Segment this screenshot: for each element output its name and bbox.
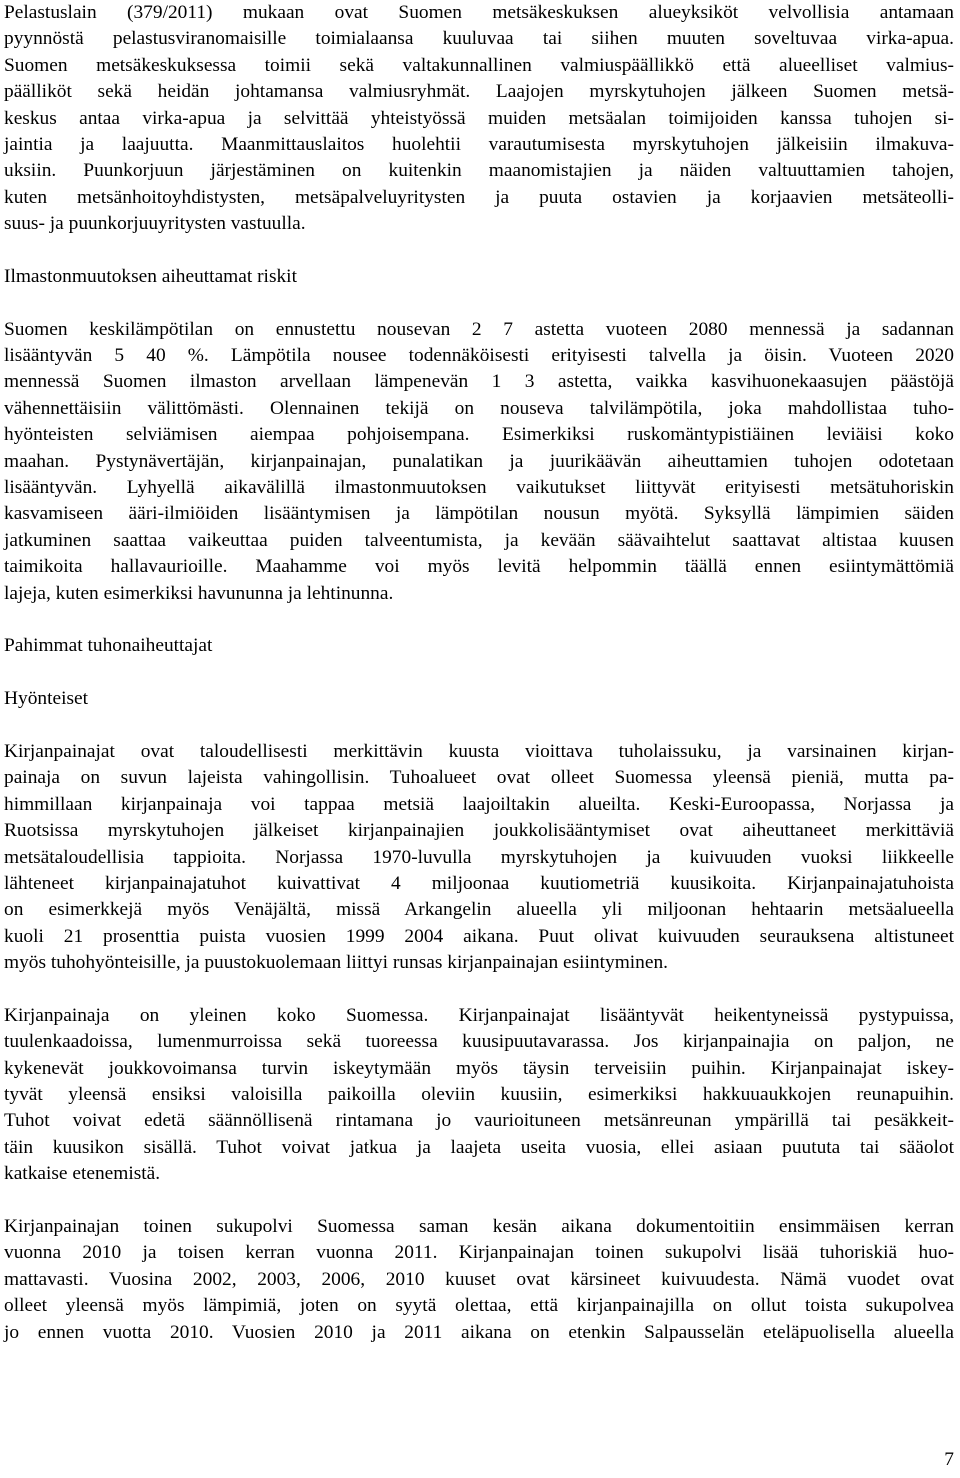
text-line: kasvamiseen ääri-ilmiöiden lisääntymisen ja lämpötilan nousun myötä. Syksyllä lämpimien säiden	[4, 503, 954, 525]
text-line: himmillaan kirjanpainaja voi tappaa metsiä laajoiltakin alueilta. Keski-Euroopassa, Norjassa ja	[4, 793, 954, 815]
text-line: lajeja, kuten esimerkiksi havununna ja lehtinunna.	[4, 582, 394, 604]
text-line: Kirjanpainaja on yleinen koko Suomessa. Kirjanpainajat lisääntyvät heikentyneissä pystypuissa,	[4, 1004, 954, 1026]
text-line: pyynnöstä pelastusviranomaisille toimialaansa kuuluvaa tai siihen muuten soveltuvaa virka-apua.	[4, 28, 954, 50]
paragraph-pelastuslaki	[4, 0, 954, 238]
text-line: vähennettäisiin välittömästi. Olennainen tekijä on nouseva talvilämpötila, joka mahdollistaa tuho-	[4, 397, 954, 419]
text-line: päälliköt sekä heidän johtamansa valmiusryhmät. Laajojen myrskytuhojen jälkeen Suomen metsä-	[4, 81, 954, 103]
paragraph-ilmasto	[4, 317, 954, 607]
text-line: lisääntyvän. Lyhyellä aikavälillä ilmastonmuutoksen vaikutukset liittyvät erityisesti metsätuhoriskin	[4, 477, 954, 499]
text-line: hyönteisten selviämisen aiempaa pohjoisempana. Esimerkiksi ruskomäntypistiäinen leviäisi koko	[4, 424, 954, 446]
text-line: Suomen metsäkeskuksessa toimii sekä valtakunnallinen valmiuspäällikkö että alueelliset valmius-	[4, 54, 954, 76]
text-line: lähteneet kirjanpainajatuhot kuivattivat 4 miljoonaa kuutiometriä kuusikoita. Kirjanpainajatuhoista	[4, 872, 954, 894]
text-line: Tuhot voivat edetä säännöllisenä rintamana jo vaurioituneen metsänreunan ympärillä tai pesäkkeit-	[4, 1110, 954, 1132]
text-line: vuonna 2010 ja toisen kerran vuonna 2011. Kirjanpainajan toinen sukupolvi lisää tuhoriskiä huo-	[4, 1242, 954, 1264]
text-line: tuulenkaadoissa, lumenmurroissa sekä tuoreessa kuusipuutavarassa. Jos kirjanpainajia on paljon, ne	[4, 1031, 954, 1053]
text-line: jatkuminen saattaa vaikeuttaa puiden talveentumista, ja kevään säävaihtelut saattavat altistaa kuusen	[4, 529, 954, 551]
text-line: Pelastuslain (379/2011) mukaan ovat Suomen metsäkeskuksen alueyksiköt velvollisia antamaan	[4, 2, 954, 23]
text-line: Kirjanpainajat ovat taloudellisesti merkittävin kuusta vioittava tuholaissuku, ja varsinainen kirjan-	[4, 740, 954, 762]
heading-ilmastonmuutos: Ilmastonmuutoksen aiheuttamat riskit	[4, 265, 297, 287]
paragraph-kirjanpainajat	[4, 739, 954, 977]
text-line: lisääntyvän 5 40 %. Lämpötila nousee todennäköisesti erityisesti talvella ja öisin. Vuoteen 2020	[4, 345, 954, 367]
text-line: tyvät yleensä ensiksi valoisilla paikoilla oleviin kuusiin, esimerkiksi hakkuuaukkojen reunapuihin.	[4, 1084, 954, 1106]
text-line: metsätaloudellisia tappioita. Norjassa 1970-luvulla myrskytuhojen ja kuivuuden vuoksi liikkeelle	[4, 846, 954, 868]
text-line: painaja on suvun lajeista vahingollisin. Tuhoalueet ovat olleet Suomessa yleensä pieniä, mutta pa-	[4, 767, 954, 789]
text-line: maahan. Pystynävertäjän, kirjanpainajan, punalatikan ja juurikäävän aiheuttamien tuhojen odotetaan	[4, 450, 954, 472]
text-line: olleet yleensä myös lämpimiä, joten on syytä olettaa, että kirjanpainajilla on ollut toista sukupolvea	[4, 1295, 954, 1317]
text-line: mattavasti. Vuosina 2002, 2003, 2006, 2010 kuuset ovat kärsineet kuivuudesta. Nämä vuodet ovat	[4, 1268, 954, 1290]
text-line: kykenevät joukkovoimansa turvin iskeytymään myös täysin terveisiin puihin. Kirjanpainajat iskey-	[4, 1057, 954, 1079]
text-line: taimikoita hallavaurioille. Maahamme voi myös levitä helpommin täällä ennen esiintymättömiä	[4, 556, 954, 578]
text-line: kuoli 21 prosenttia puista vuosien 1999 2004 aikana. Puut olivat kuivuuden seurauksena altistuneet	[4, 925, 954, 947]
paragraph-toinen-sukupolvi	[4, 1214, 954, 1346]
text-line: katkaise etenemistä.	[4, 1163, 161, 1185]
heading-hyonteiset: Hyönteiset	[4, 688, 89, 710]
text-line: uksiin. Puunkorjuun järjestäminen on kuitenkin maanomistajien ja näiden valtuuttamien tahojen,	[4, 160, 954, 182]
text-line: myös tuhohyönteisille, ja puustokuolemaan liittyi runsas kirjanpainajan esiintyminen.	[4, 952, 669, 974]
text-line: kuten metsänhoitoyhdistysten, metsäpalveluyritysten ja puuta ostavien ja korjaavien metsäteolli-	[4, 186, 954, 208]
text-line: suus- ja puunkorjuuyritysten vastuulla.	[4, 213, 306, 235]
paragraph-kirjanpainaja-yleinen	[4, 1003, 954, 1188]
text-line: Suomen keskilämpötilan on ennustettu nousevan 2 7 astetta vuoteen 2080 mennessä ja sadannan	[4, 318, 954, 340]
text-line: mennessä Suomen ilmaston arvellaan lämpenevän 1 3 astetta, vaikka kasvihuonekaasujen päästöjä	[4, 371, 954, 393]
text-line: Kirjanpainajan toinen sukupolvi Suomessa saman kesän aikana dokumentoitiin ensimmäisen kerran	[4, 1215, 954, 1237]
text-line: jo ennen vuotta 2010. Vuosien 2010 ja 2011 aikana on etenkin Salpausselän eteläpuolisella alueella	[4, 1321, 954, 1343]
page-number: 7	[944, 1449, 954, 1470]
text-line: keskus antaa virka-apua ja selvittää yhteistyössä muiden metsäalan toimijoiden kanssa tuhojen si-	[4, 107, 954, 129]
text-line: on esimerkkejä myös Venäjältä, missä Arkangelin alueella yli miljoonan hehtaarin metsäalueella	[4, 899, 954, 921]
text-line: Ruotsissa myrskytuhojen jälkeiset kirjanpainajien joukkolisääntymiset ovat aiheuttaneet merkittäviä	[4, 820, 954, 842]
text-line: täin kuusikon sisällä. Tuhot voivat jatkua ja laajeta useita vuosia, ellei asiaan puututa tai sääolot	[4, 1136, 954, 1158]
text-line: jaintia ja laajuutta. Maanmittauslaitos huolehtii varautumisesta myrskytuhojen jälkeisiin ilmakuva-	[4, 133, 954, 155]
document-page	[4, 0, 954, 1346]
heading-pahimmat-tuhonaiheuttajat: Pahimmat tuhonaiheuttajat	[4, 635, 213, 657]
